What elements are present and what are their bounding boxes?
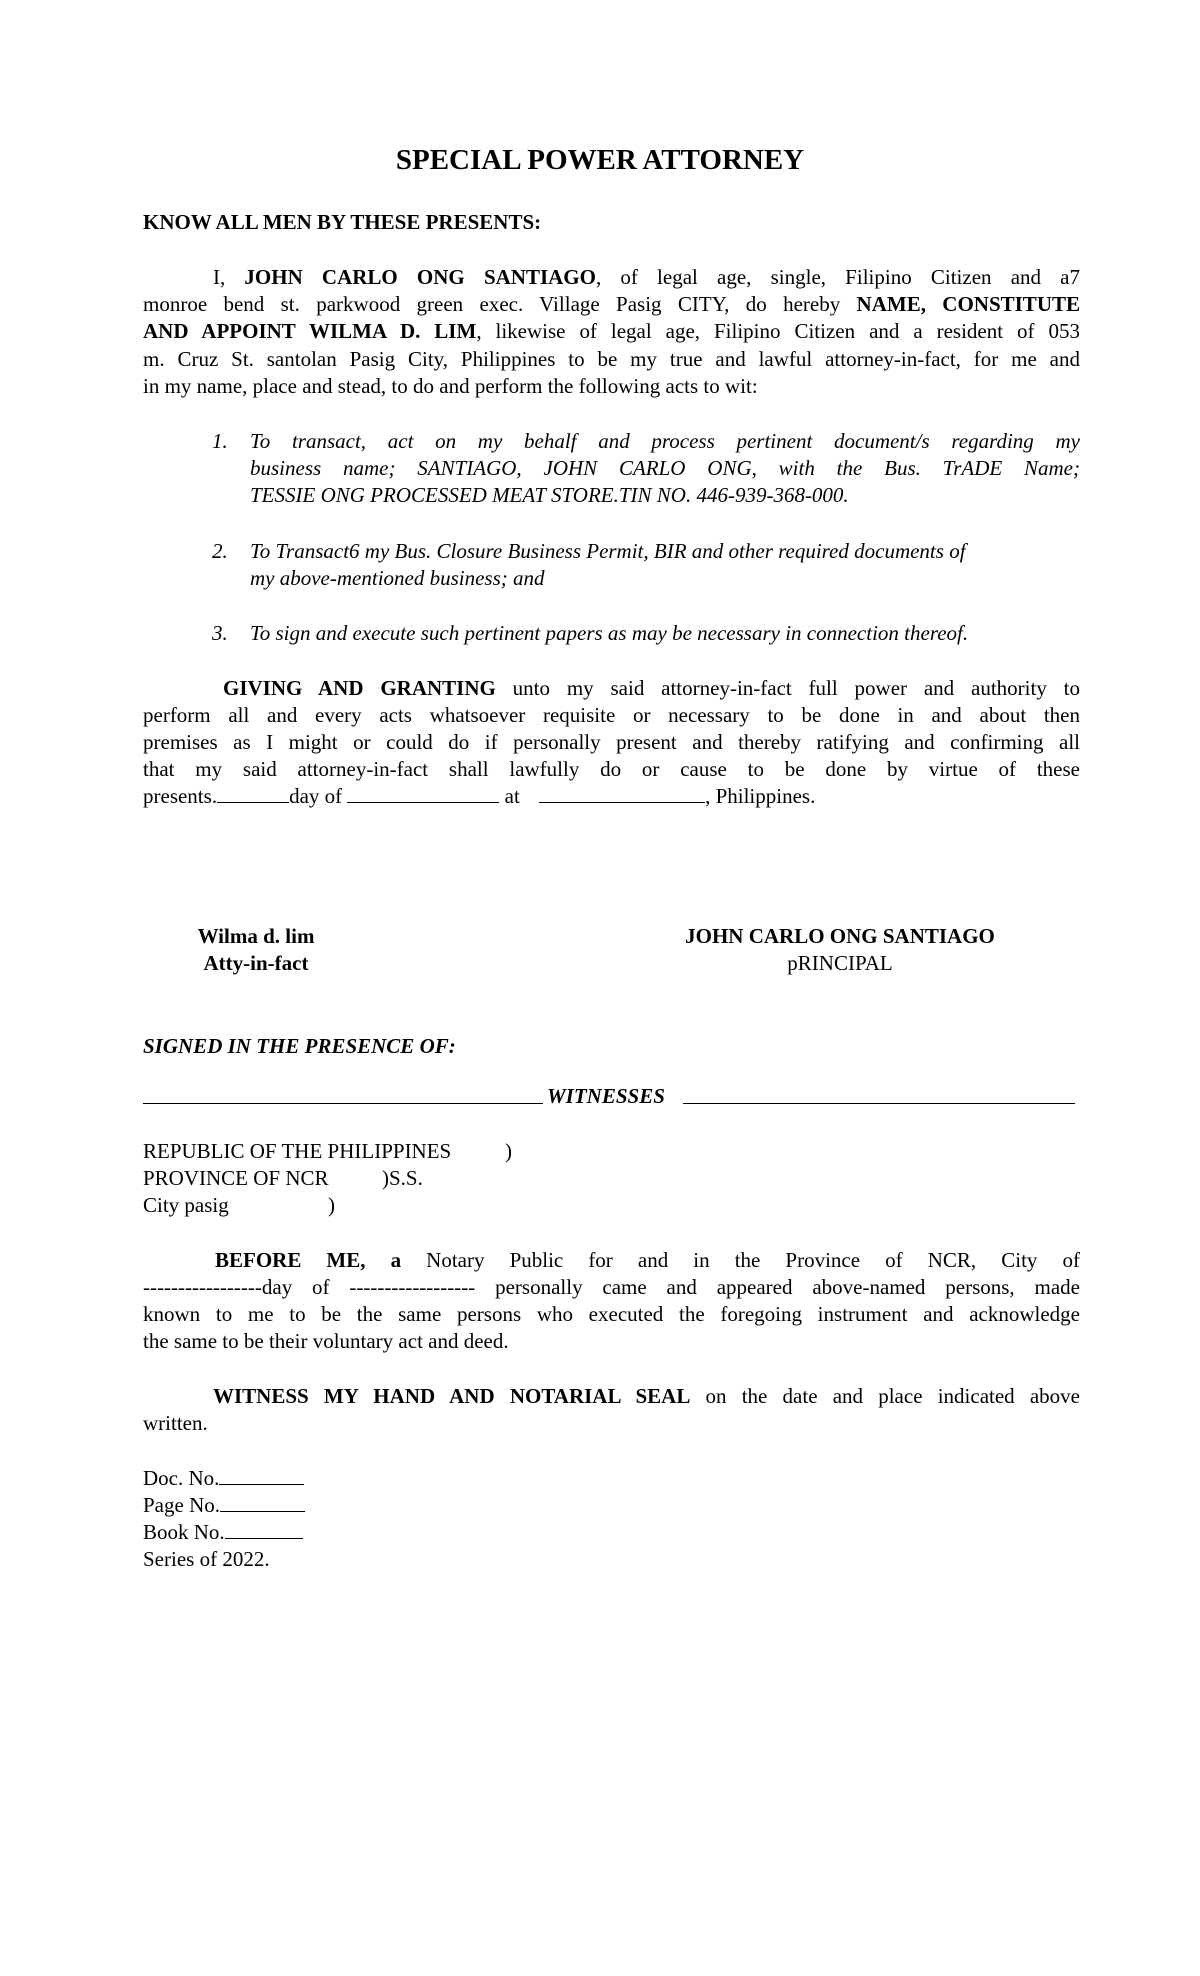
item-1-line-2: business name; SANTIAGO, JOHN CARLO ONG, with the Bus. TrADE Name; [250,456,1080,480]
document-title: SPECIAL POWER ATTORNEY [395,144,805,176]
intro-line-1: I, JOHN CARLO ONG SANTIAGO, of legal age, single, Filipino Citizen and a7 [213,265,1081,289]
before-me-line-3: known to me to be the same persons who executed the foregoing instrument and acknowledge [143,1302,1080,1326]
giving-line-5: presents. day of at , Philippines. [143,784,816,808]
principal-role: pRINCIPAL [787,951,893,975]
doc-no: Doc. No. [143,1465,304,1492]
attorney-role: Atty-in-fact [203,951,309,975]
item-2-line-2: my above-mentioned business; and [250,566,545,590]
series-year: Series of 2022. [143,1547,270,1571]
item-1-number: 1. [212,429,228,453]
witness-hand-line-2: written. [143,1411,208,1435]
venue-mark-1: ) [505,1139,512,1163]
item-2-line-1: To Transact6 my Bus. Closure Business Permit, BIR and other required documents of [250,539,966,563]
item-3-number: 3. [212,621,228,645]
witness-line-left [143,1103,543,1104]
giving-line-1: GIVING AND GRANTING unto my said attorney-in-fact full power and authority to [223,676,1080,700]
witnesses-label: WITNESSES [547,1084,665,1108]
item-3-line-1: To sign and execute such pertinent papers as may be necessary in connection thereof. [250,621,969,645]
know-all-heading: KNOW ALL MEN BY THESE PRESENTS: [143,210,542,234]
attorney-name: Wilma d. lim [197,924,315,948]
place-blank [539,783,705,803]
giving-line-3: premises as I might or could do if personally present and thereby ratifying and confirming all [143,730,1080,754]
witness-hand-line-1: WITNESS MY HAND AND NOTARIAL SEAL on the date and place indicated above [213,1384,1080,1408]
venue-mark-2: )S.S. [382,1166,423,1190]
giving-line-2: perform all and every acts whatsoever requisite or necessary to be done in and about then [143,703,1080,727]
item-1-line-1: To transact, act on my behalf and process pertinent document/s regarding my [250,429,1080,453]
day-blank [217,783,289,803]
intro-line-2: monroe bend st. parkwood green exec. Village Pasig CITY, do hereby NAME, CONSTITUTE [143,292,1080,316]
intro-line-3: AND APPOINT WILMA D. LIM, likewise of legal age, Filipino Citizen and a resident of 053 [143,319,1080,343]
before-me-line-2: -----------------day of ------------------ personally came and appeared above-named persons, made [143,1275,1080,1299]
book-no: Book No. [143,1519,303,1546]
giving-line-4: that my said attorney-in-fact shall lawfully do or cause to be done by virtue of these [143,757,1080,781]
principal-name: JOHN CARLO ONG SANTIAGO [244,265,596,289]
before-me-line-4: the same to be their voluntary act and deed. [143,1329,509,1353]
month-blank [347,783,499,803]
venue-mark-3: ) [328,1193,335,1217]
witness-line-right [683,1103,1075,1104]
item-1-line-3: TESSIE ONG PROCESSED MEAT STORE.TIN NO. 446-939-368-000. [250,483,849,507]
page-no: Page No. [143,1492,305,1519]
venue-province: PROVINCE OF NCR [143,1166,329,1190]
intro-line-5: in my name, place and stead, to do and perform the following acts to wit: [143,374,758,398]
signed-presence-heading: SIGNED IN THE PRESENCE OF: [143,1034,456,1058]
venue-city: City pasig [143,1193,229,1217]
venue-republic: REPUBLIC OF THE PHILIPPINES [143,1139,452,1163]
intro-line-4: m. Cruz St. santolan Pasig City, Philippines to be my true and lawful attorney-in-fact, for me and [143,347,1080,371]
principal-signatory-name: JOHN CARLO ONG SANTIAGO [685,924,995,948]
item-2-number: 2. [212,539,228,563]
before-me-line-1: BEFORE ME, a Notary Public for and in the Province of NCR, City of [215,1248,1080,1272]
